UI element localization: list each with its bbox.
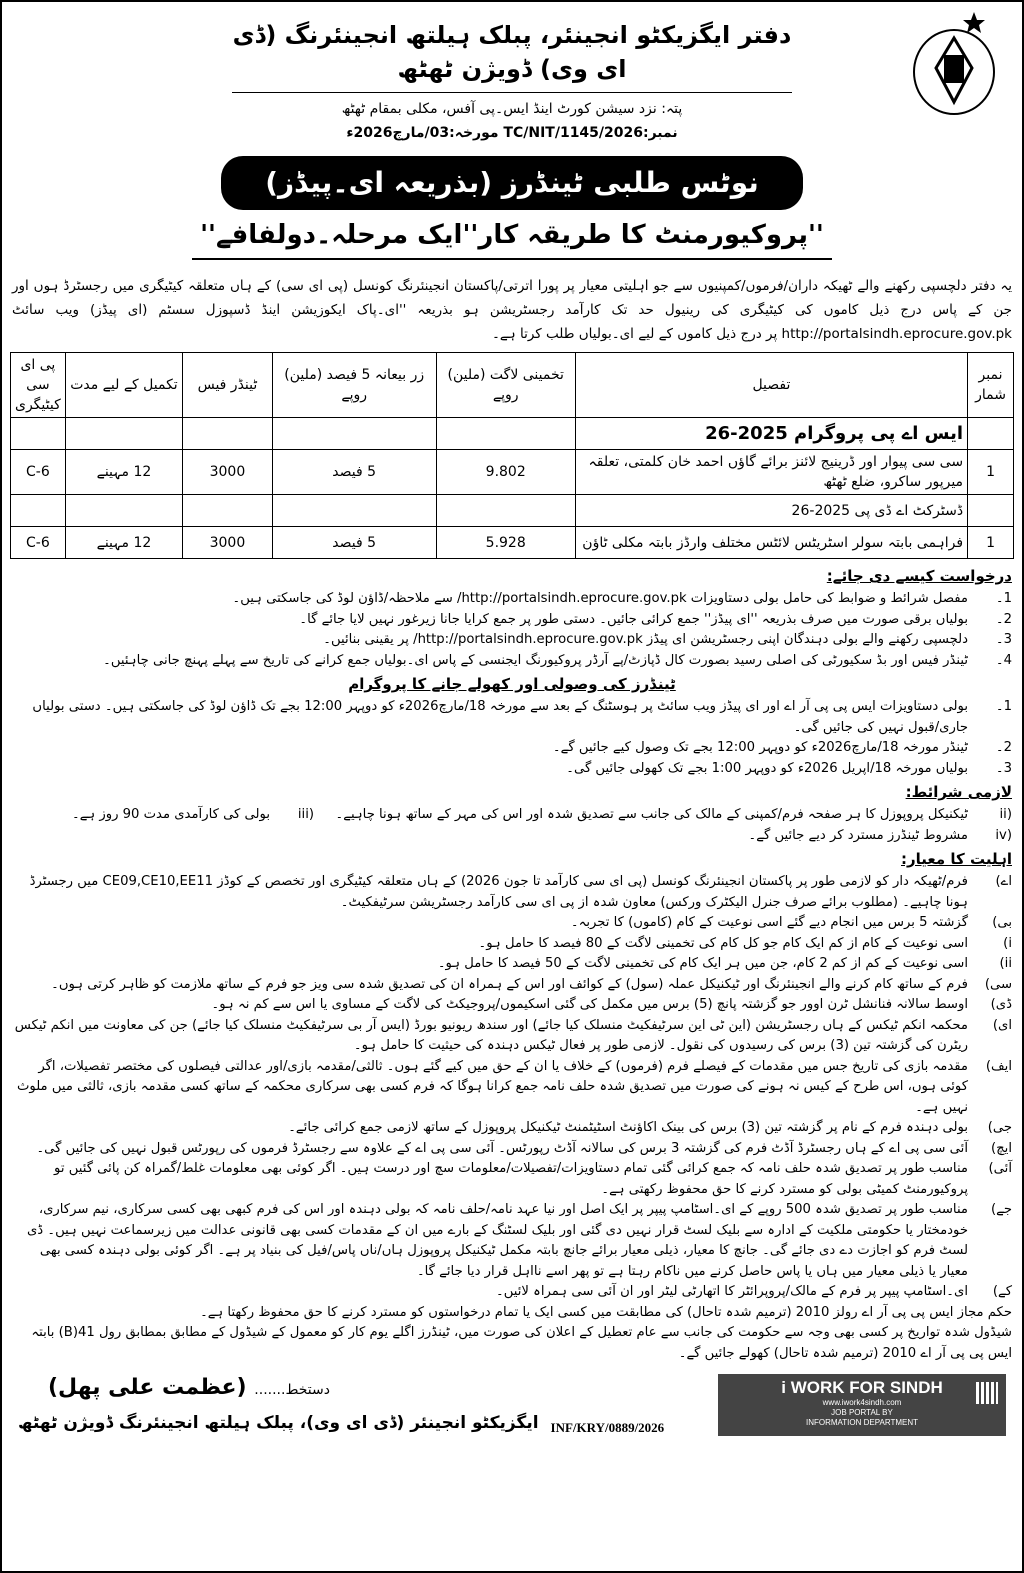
item-text: مناسب طور پر تصدیق شدہ حلف نامہ کہ جمع کرائی گئی تمام دستاویزات/تفصیلات/معلومات سچ اور درست ہیں۔ اگر کوئی بھی معلومات غلط/گمراہ کن پائی گئیں تو پروکیورمنٹ کمیٹی بولی کو مسترد کرنے کا حق محفوظ رکھتی ہے۔ — [54, 1161, 968, 1197]
signature-block — [18, 1372, 330, 1406]
earnest: 5 فیصد — [272, 450, 436, 495]
list-item — [12, 1282, 1012, 1303]
item-number: اے) — [995, 874, 1012, 889]
signature-area — [18, 1372, 706, 1436]
item-number: جے) — [990, 1202, 1012, 1217]
cost: 5.928 — [436, 527, 575, 559]
description: فراہمی بابتہ سولر اسٹریٹس لائٹس مختلف وارڈز بابتہ مکلی ٹاؤن — [575, 527, 967, 559]
category: C-6 — [11, 450, 66, 495]
intro-paragraph: یہ دفتر دلچسپی رکھنے والے ٹھیکہ داران/فرموں/کمپنیوں سے جو اہلیتی معیار پر پورا اترتی/پاکستان انجینئرنگ کونسل (پی ای سی) کے ہاں متعلقہ کیٹیگری میں رجسٹرڈ ہوں اور جن کے پاس درج ذیل کاموں کی کیٹیگری کی رینیول حد تک کارآمد رجسٹریشن ہو بذریعہ ''ای۔پاک ایکوزیشن اینڈ ڈسپوزل سسٹم (ای پیڈز) ویب سائٹ http://portalsindh.eprocure.gov.pk پر درج ذیل کاموں کے لیے ای۔بولیاں طلب کرتا ہے۔ — [12, 278, 1012, 342]
item-number: (iii — [297, 807, 315, 822]
schedule-list — [12, 697, 1012, 779]
list-item — [12, 934, 1012, 955]
list-item — [12, 1139, 1012, 1160]
item-text: فرم کے ساتھ کام کرنے والے انجینئرنگ اور ٹیکنیکل عملہ (سول) کے کوائف اور اس کے ہمراہ ان کی تصدیق شدہ سی ویز جو فرم کے ساتھ ملازمت کو ظاہر کرتی ہوں۔ — [51, 976, 968, 992]
item-text: گزشتہ 5 برس میں انجام دیے گئے اسی نوعیت کے کام (کاموں) کا تجربہ۔ — [570, 915, 968, 930]
item-text: اسی نوعیت کے کم از کم 2 کام، جن میں ہر ایک کام کی تخمینی لاگت کے 50 فیصد کا حامل ہو۔ — [437, 956, 968, 971]
list-item — [12, 975, 1012, 996]
notice-title: نوٹس طلبی ٹینڈرز (بذریعہ ای۔پیڈز) — [221, 156, 803, 210]
list-item — [12, 738, 1012, 759]
list-item — [12, 954, 1012, 975]
item-number: 1۔ — [995, 699, 1012, 714]
signatory-designation: ایگزیکٹو انجینئر (ڈی ای وی)، پبلک ہیلتھ انجینئرنگ ڈویژن ٹھٹھ — [18, 1413, 539, 1433]
how-to-apply-heading: درخواست کیسے دی جائے: — [826, 567, 1012, 585]
item-number: 4۔ — [995, 652, 1012, 668]
list-item — [12, 759, 1012, 780]
item-number: جی) — [987, 1120, 1012, 1135]
item-text: محکمہ انکم ٹیکس کے ہاں رجسٹریشن (این ٹی این سرٹیفکیٹ منسلک کیا جائے) اور سندھ ریونیو بورڈ (ایس آر بی سرٹیفکیٹ منسلک کیا جائے) جن کی معاونت میں انکم ٹیکس ریٹرن کی گزشتہ تین (3) برس کی رسیدوں کی نقول۔ لازمی طور پر فعال ٹیکس دہندہ کی حیثیت کا حامل ہو۔ — [14, 1017, 968, 1053]
closing-statement: حکم مجاز ایس پی پی آر اے رولز 2010 (ترمیم شدہ تاحال) کی مطابقت میں کسی ایک یا تمام درخواستوں کو مسترد کرنے کا حق محفوظ رکھتا ہے۔ — [200, 1304, 1012, 1320]
item-text: بولی کی کارآمدی مدت 90 روز ہے۔ — [72, 807, 271, 822]
signatory-name: (عظمت علی پھل) — [48, 1375, 247, 1400]
item-text: بولی دستاویزات ایس پی پی آر اے اور ای پیڈز ویب سائٹ پر ہوسٹنگ کے بعد سے مورخہ 18/مارچ2026ء کو دوپہر 12:00 بجے تک ڈاؤن لوڈ کی جاسکتی ہیں۔ دستی بولیاں جاری/قبول نہیں کی جائیں گی۔ — [32, 699, 968, 735]
eligibility-list — [12, 872, 1012, 1303]
table-row — [11, 495, 1014, 527]
list-item — [12, 1159, 1012, 1200]
iwork-for-sindh-banner — [718, 1374, 1006, 1436]
list-item — [12, 995, 1012, 1016]
list-item — [12, 872, 1012, 913]
works-table — [10, 352, 1014, 559]
item-text: مشروط ٹینڈرز مسترد کر دیے جائیں گے۔ — [748, 827, 968, 843]
header-area — [10, 18, 1014, 146]
program-heading: ڈسٹرکٹ اے ڈی پی 2025-26 — [575, 495, 967, 527]
mandatory-item — [12, 826, 1012, 847]
list-item — [12, 1200, 1012, 1282]
item-text: فرم/ٹھیکہ دار کو لازمی طور پر پاکستان انجینئرنگ کونسل (پی ای سی کارآمد تا جون 2026) کے ہاں متعلقہ کیٹیگری اور تخصص کے کوڈز CE09,CE10,EE11 میں رجسٹرڈ ہونا چاہیے۔ (مطلوب برائے صرف جنرل الیکٹرک ورکس) معاون شدہ از پی ای سی کارآمد رجسٹریشن سرٹیفکیٹ۔ — [29, 874, 968, 910]
table-row — [11, 450, 1014, 495]
col-description: تفصیل — [575, 353, 967, 418]
table-header-row — [11, 353, 1014, 418]
reference-number: نمبر:TC/NIT/1145/2026 مورخہ:03/مارچ2026ء — [346, 125, 678, 141]
item-text: بولی دہندہ فرم کے نام پر گزشتہ تین (3) برس کی بینک اکاؤنٹ اسٹیٹمنٹ ٹیکنیکل پروپوزل کے ساتھ لازمی جمع کرائی جائے۔ — [288, 1120, 968, 1135]
item-text: آئی سی پی اے کے ہاں رجسٹرڈ آڈٹ فرم کی گزشتہ 3 برس کی سالانہ آڈٹ رپورٹس۔ آئی سی پی اے کے علاوہ سے رجسٹرڈ فرموں کی رپورٹس قبول نہیں کی جائیں گی۔ — [36, 1140, 968, 1156]
schedule-heading: ٹینڈرز کی وصولی اور کھولے جانے کا پروگرام — [348, 675, 676, 693]
serial: 1 — [968, 450, 1014, 495]
item-number: کے) — [992, 1284, 1012, 1299]
item-number: i) — [1003, 935, 1012, 951]
item-number: ii) — [999, 956, 1012, 971]
item-text: ای۔اسٹامپ پیپر پر فرم کے مالک/پروپرائٹر کا اتھارٹی لیٹر اور ان آئی سی ہمراہ لائیں۔ — [495, 1284, 968, 1299]
col-period: تکمیل کے لیے مدت — [65, 353, 182, 418]
description: سی سی پیوار اور ڈرینیج لائنز برائے گاؤں احمد خان کلمتی، تعلقہ میرپور ساکرو، ضلع ٹھٹھ — [575, 450, 967, 495]
iwork-brand: i WORK FOR SINDH — [781, 1378, 943, 1397]
col-cost: تخمینی لاگت (ملین) روپے — [436, 353, 575, 418]
item-number: ایچ) — [991, 1140, 1012, 1156]
eligibility-heading: اہلیت کا معیار: — [901, 850, 1012, 868]
procurement-method: ''پروکیورمنٹ کا طریقہ کار''ایک مرحلہ۔دولفافے'' — [192, 216, 832, 260]
table-row — [11, 527, 1014, 559]
item-number: ایف) — [985, 1058, 1012, 1074]
designation-row — [18, 1410, 664, 1436]
list-item — [12, 1057, 1012, 1119]
iwork-line2: INFORMATION DEPARTMENT — [806, 1418, 918, 1427]
col-fee: ٹینڈر فیس — [183, 353, 273, 418]
footer — [10, 1372, 1014, 1436]
item-number: بی) — [992, 915, 1012, 930]
signature-label: دستخط....... — [254, 1382, 330, 1398]
item-text: دلچسپی رکھنے والے بولی دہندگان اپنی رجسٹریشن ای پیڈز http://portalsindh.eprocure.gov.pk/ پر یقینی بنائیں۔ — [323, 632, 968, 647]
col-serial: نمبر شمار — [968, 353, 1014, 418]
item-text: اوسط سالانہ فنانشل ٹرن اوور جو گزشتہ پانچ (5) برس میں مکمل کی گئی اسکیموں/پروجیکٹ کی لاگت کے مساوی یا اس سے کم نہ ہو۔ — [211, 997, 968, 1012]
iwork-url: www.iwork4sindh.com — [822, 1398, 902, 1407]
item-number: 3۔ — [995, 760, 1012, 776]
mandatory-heading: لازمی شرائط: — [905, 783, 1012, 801]
category: C-6 — [11, 527, 66, 559]
item-number: ای) — [992, 1017, 1012, 1033]
how-to-apply-list — [12, 589, 1012, 671]
item-number: (iv — [995, 827, 1012, 843]
notice-body — [10, 565, 1014, 1364]
item-text: مفصل شرائط و ضوابط کی حامل بولی دستاویزات http://portalsindh.eprocure.gov.pk/ سے ملاحظہ/ڈاؤن لوڈ کی جاسکتی ہیں۔ — [232, 591, 968, 606]
list-item — [12, 697, 1012, 738]
item-text: بولیاں مورخہ 18/اپریل 2026ء کو دوپہر 1:00 بجے تک کھولی جائیں گی۔ — [566, 760, 968, 776]
item-number: 2۔ — [995, 611, 1012, 627]
col-earnest: زر بیعانہ 5 فیصد (ملین) روپے — [272, 353, 436, 418]
item-text: ٹینڈر فیس اور بڈ سکیورٹی کی اصلی رسید بصورت کال ڈپازٹ/پے آرڈر پروکیورنگ ایجنسی کے پاس ای۔بولیاں جمع کرانے کی تاریخ سے پہلے پہنچ جانی چاہئیں۔ — [103, 652, 968, 668]
mandatory-row — [12, 805, 1012, 826]
item-number: آئی) — [988, 1161, 1012, 1176]
item-text: ٹینڈر مورخہ 18/مارچ2026ء کو دوپہر 12:00 بجے تک وصول کیے جائیں گے۔ — [552, 740, 968, 755]
item-number: 2۔ — [995, 740, 1012, 755]
earnest: 5 فیصد — [272, 527, 436, 559]
fee: 3000 — [183, 450, 273, 495]
holiday-clause: شیڈول شدہ تواریخ پر کسی بھی وجہ سے حکومت کی جانب سے عام تعطیل کے اعلان کی صورت میں، ٹینڈرز اگلے یوم کار کو معمول کے شیڈول کے مطابق بمطابق رول 41(B) بابتہ ایس پی پی آر اے 2010 (ترمیم شدہ تاحال) کھولے جائیں گے۔ — [31, 1325, 1012, 1361]
table-row — [11, 418, 1014, 450]
fee: 3000 — [183, 527, 273, 559]
item-text: مقدمہ بازی کی تاریخ جس میں مقدمات کے فیصلے فرم (فرموں) کے خلاف یا ان کے حق میں کیے گئے ہوں۔ ثالثی/مقدمہ بازی/اور عدالتی فیصلوں کی مختصر تفصیلات، اگر کوئی ہوں، اس طرح کے کیس نہ ہونے کی صورت میں تصدیق شدہ حلف نامہ جمع کرانا ہوگا کہ فرم کسی بھی سرکاری محکمہ کے ساتھ کسی مقدمہ بازی، ثالثی میں ملوث نہیں ہے۔ — [16, 1058, 968, 1115]
item-number: (ii — [999, 807, 1012, 822]
item-number: 1۔ — [995, 591, 1012, 606]
item-number: سی) — [984, 976, 1012, 992]
list-item — [12, 610, 1012, 631]
item-text: مناسب طور پر تصدیق شدہ 500 روپے کے ای۔اسٹامپ پیپر پر ایک اصل اور نیا عہد نامہ/حلف نامہ کہ بولی دہندہ اور اس کی فرم کبھی بھی کسی سرکاری، نیم سرکاری، خودمختار یا حکومتی ملکیت کے ادارہ سے بلیک لسٹ قرار نہیں دی گئی اور بلیک لسٹنگ کے بارے میں ان کے مقدمات کسی بھی قانونی عدالت میں زیرسماعت نہیں ہیں۔ ڈی لسٹ فرم کو اجازت دے دی جائے گی۔ جانچ کا معیار، ذیلی معیار برائے جانچ بابتہ مکمل ٹیکنیکل پروپوزل ہاں/ناں پاس/فیل کی بنیاد پر ہے۔ اگر کوئی بولی دہندہ کسی بھی معیار یا ذیلی معیار میں ہاں یا پاس حاصل کرنے میں ناکام رہتا ہے تو پھر اسے نااہل قرار دیا جائے گا۔ — [26, 1202, 968, 1279]
cost: 9.802 — [436, 450, 575, 495]
item-text: اسی نوعیت کے کام از کم ایک کام جو کل کام کی تخمینی لاگت کے 80 فیصد کا حامل ہو۔ — [478, 935, 968, 951]
list-item — [12, 630, 1012, 651]
item-number: 3۔ — [995, 632, 1012, 647]
col-category: پی ای سی کیٹیگری — [11, 353, 66, 418]
iwork-line1: JOB PORTAL BY — [831, 1408, 893, 1417]
serial: 1 — [968, 527, 1014, 559]
item-text: بولیاں برقی صورت میں صرف بذریعہ ''ای پیڈز'' جمع کرائی جائیں۔ دستی طور پر جمع کرایا جانا زیرغور نہیں لایا جائے گا۔ — [299, 611, 968, 627]
qr-code-icon — [976, 1382, 998, 1404]
office-address: پتہ: نزد سیشن کورٹ اینڈ ایس۔پی آفس، مکلی بمقام ٹھٹھ — [341, 101, 683, 117]
period: 12 مہینے — [65, 527, 182, 559]
program-heading: ایس اے پی پروگرام 2025-26 — [575, 418, 967, 450]
list-item — [12, 1118, 1012, 1139]
period: 12 مہینے — [65, 450, 182, 495]
list-item — [12, 1016, 1012, 1057]
inf-code: INF/KRY/0889/2026 — [550, 1420, 665, 1435]
sindh-government-seal-icon — [904, 10, 1004, 120]
item-number: ڈی) — [990, 997, 1012, 1012]
list-item — [12, 913, 1012, 934]
list-item — [12, 589, 1012, 610]
list-item — [12, 651, 1012, 672]
header — [232, 18, 792, 141]
office-name: دفتر ایگزیکٹو انجینئر، پبلک ہیلتھ انجینئرنگ (ڈی ای وی) ڈویژن ٹھٹھ — [232, 18, 792, 93]
item-text: ٹیکنیکل پروپوزل کا ہر صفحہ فرم/کمپنی کے مالک کی جانب سے تصدیق شدہ اور اس کی مہر کے ساتھ ہونا چاہیے۔ — [335, 807, 968, 822]
